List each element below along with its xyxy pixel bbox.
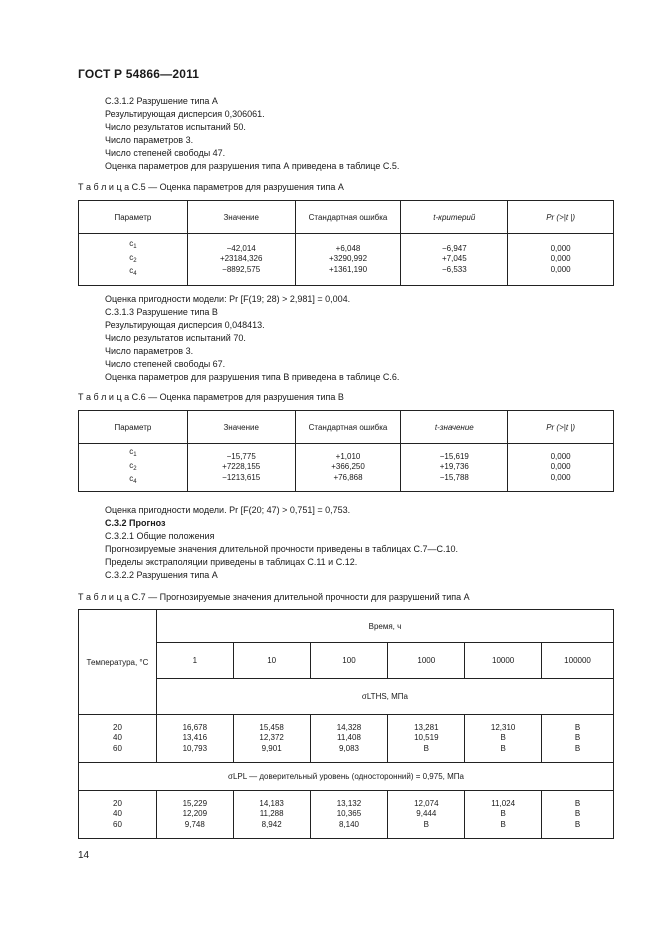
- value: 12,372: [259, 733, 284, 743]
- value: В: [500, 819, 506, 829]
- text-line: Число параметров 3.: [105, 346, 194, 356]
- table-header-row: [79, 411, 614, 444]
- header-cell: Стандартная ошибка: [295, 201, 401, 234]
- text-line: Число степеней свободы 67.: [105, 359, 226, 369]
- section-c313-heading: С.3.1.3 Разрушение типа В: [105, 307, 218, 317]
- value: +76,868: [333, 472, 363, 482]
- value: 0,000: [550, 243, 571, 253]
- t-value-cell: [401, 444, 508, 492]
- header-cell: Значение: [187, 411, 295, 444]
- table-c7-caption: Т а б л и ц а С.7 — Прогнозируемые значения длительной прочности для разрушений типа А: [78, 592, 470, 602]
- value: 15,458: [259, 722, 284, 732]
- value: В: [574, 722, 581, 732]
- text-line: Оценка пригодности модели: Pr [F(19; 28) > 2,981] = 0,004.: [105, 294, 351, 304]
- lths-cell: [465, 715, 542, 763]
- value: 0,000: [550, 451, 571, 461]
- table-row: [79, 234, 614, 286]
- value: −8892,575: [222, 264, 261, 274]
- value: В: [574, 809, 581, 819]
- value: 10,793: [182, 743, 208, 753]
- value: 0,000: [550, 462, 571, 472]
- lpl-cell: [233, 791, 310, 839]
- lpl-cell: [156, 791, 233, 839]
- value: +6,048: [335, 243, 361, 253]
- time-cell: 10000: [465, 643, 542, 679]
- value: В: [500, 809, 506, 819]
- table-row: [79, 444, 614, 492]
- table-c6: [78, 410, 614, 492]
- text-line: С.3.2.1 Общие положения: [105, 531, 215, 541]
- param-c1: $c_1$: [129, 447, 137, 459]
- value: 12,310: [490, 722, 516, 732]
- section-c313: [105, 293, 399, 384]
- value: 8,140: [338, 819, 359, 829]
- temp-header: Температура, °С: [79, 610, 157, 715]
- value: 9,083: [338, 743, 359, 753]
- value: 11,408: [337, 733, 361, 743]
- value: 9,444: [416, 809, 437, 819]
- time-cell: 100000: [542, 643, 614, 679]
- lpl-cell: [465, 791, 542, 839]
- value: 0,000: [550, 472, 571, 482]
- param-c2: $c_2$: [129, 252, 137, 264]
- time-row: [79, 643, 614, 679]
- time-cell: 10: [233, 643, 310, 679]
- value: В: [500, 743, 506, 753]
- table-c5-caption: Т а б л и ц а С.5 — Оценка параметров для разрушения типа А: [78, 182, 344, 192]
- text-line: Пределы экстраполяции приведены в таблицах С.11 и С.12.: [105, 557, 358, 567]
- param-c1: $c_1$: [129, 239, 137, 251]
- section-c312-heading: С.3.1.2 Разрушение типа А: [105, 96, 218, 106]
- table-c6-caption: Т а б л и ц а С.6 — Оценка параметров для разрушения типа В: [78, 392, 344, 402]
- lpl-cell: [388, 791, 465, 839]
- text-line: Результирующая дисперсия 0,048413.: [105, 320, 265, 330]
- value: В: [574, 798, 581, 808]
- value: +23184,326: [219, 254, 263, 264]
- value: −15,619: [439, 451, 469, 461]
- value: 15,229: [182, 798, 208, 808]
- value: 20: [113, 722, 122, 732]
- temp-cell: [79, 791, 157, 839]
- time-cell: 100: [310, 643, 388, 679]
- header-cell: Pr (>|t |): [508, 201, 614, 234]
- value: +7,045: [441, 254, 467, 264]
- text-line: Оценка параметров для разрушения типа В приведена в таблице С.6.: [105, 372, 400, 382]
- header-cell: Значение: [187, 201, 295, 234]
- text-line: Число результатов испытаний 50.: [105, 122, 246, 132]
- t-value-cell: [401, 234, 508, 286]
- sigma-lths-label: σLTHS, МПа: [156, 679, 613, 715]
- text-line: Прогнозируемые значения длительной прочности приведены в таблицах С.7—С.10.: [105, 544, 459, 554]
- text-line: Оценка параметров для разрушения типа А приведена в таблице С.5.: [105, 161, 400, 171]
- value: −6,947: [441, 243, 467, 253]
- time-header: Время, ч: [156, 610, 613, 643]
- time-cell: 1000: [388, 643, 465, 679]
- table-c7: [78, 609, 614, 839]
- value: −1213,615: [222, 472, 261, 482]
- value: 40: [113, 809, 122, 819]
- value: 10,365: [336, 809, 362, 819]
- temp-cell: [79, 715, 157, 763]
- value: 0,000: [550, 254, 571, 264]
- value: 11,288: [259, 809, 284, 819]
- value: 14,328: [336, 722, 362, 732]
- value: −15,775: [226, 451, 256, 461]
- value: +366,250: [331, 462, 365, 472]
- lths-cell: [542, 715, 614, 763]
- value: 13,281: [414, 722, 439, 732]
- table-row: [79, 791, 614, 839]
- header-cell: Pr (>|t |): [508, 411, 614, 444]
- lpl-cell: [542, 791, 614, 839]
- text-line: Результирующая дисперсия 0,306061.: [105, 109, 265, 119]
- value: 40: [113, 733, 122, 743]
- param-c2: $c_2$: [129, 460, 137, 472]
- param-cell: [79, 444, 188, 492]
- value: 8,942: [261, 819, 282, 829]
- value-cell: [187, 444, 295, 492]
- header-cell: Параметр: [79, 201, 188, 234]
- section-c312: [105, 95, 399, 173]
- section-c32-heading: С.3.2 Прогноз: [105, 518, 166, 528]
- lths-cell: [156, 715, 233, 763]
- table-header-row: [79, 201, 614, 234]
- value: 10,519: [414, 733, 439, 743]
- value: +1,010: [335, 451, 361, 461]
- header-cell: Стандартная ошибка: [295, 411, 401, 444]
- value: В: [423, 743, 429, 753]
- value: В: [574, 819, 581, 829]
- std-error-cell: [295, 234, 401, 286]
- value: 60: [113, 743, 122, 753]
- value: 20: [113, 798, 122, 808]
- text-line: Оценка пригодности модели. Pr [F(20; 47) > 0,751] = 0,753.: [105, 505, 351, 515]
- value: 9,748: [184, 819, 205, 829]
- text-line: Число параметров 3.: [105, 135, 194, 145]
- table-row: [79, 715, 614, 763]
- value: 60: [113, 819, 122, 829]
- value: В: [574, 743, 581, 753]
- value: −6,533: [441, 264, 467, 274]
- value: В: [423, 819, 429, 829]
- value: 14,183: [259, 798, 284, 808]
- lpl-cell: [310, 791, 388, 839]
- table-c5: [78, 200, 614, 286]
- lths-cell: [310, 715, 388, 763]
- text-line: С.3.2.2 Разрушения типа А: [105, 570, 218, 580]
- lths-cell: [388, 715, 465, 763]
- table-header-row: [79, 610, 614, 643]
- value-cell: [187, 234, 295, 286]
- header-cell: t-значение: [401, 411, 508, 444]
- value: −42,014: [226, 243, 256, 253]
- param-c4: $c_4$: [129, 474, 137, 486]
- pr-cell: [508, 234, 614, 286]
- value: 11,024: [491, 798, 516, 808]
- value: 12,074: [414, 798, 439, 808]
- time-cell: 1: [156, 643, 233, 679]
- lths-cell: [233, 715, 310, 763]
- header-cell: Параметр: [79, 411, 188, 444]
- value: +7228,155: [222, 462, 261, 472]
- section-c32: [105, 504, 458, 582]
- value: +19,736: [439, 462, 469, 472]
- value: 0,000: [550, 264, 571, 274]
- std-error-cell: [295, 444, 401, 492]
- param-c4: $c_4$: [129, 266, 137, 278]
- value: 13,416: [182, 733, 208, 743]
- value: 13,132: [336, 798, 362, 808]
- value: 12,209: [182, 809, 208, 819]
- text-line: Число степеней свободы 47.: [105, 148, 226, 158]
- value: 16,678: [182, 722, 208, 732]
- sigma-lths-row: [79, 679, 614, 715]
- value: В: [574, 733, 581, 743]
- value: +1361,190: [328, 264, 368, 274]
- value: 9,901: [261, 743, 282, 753]
- document-header: ГОСТ Р 54866—2011: [78, 67, 200, 81]
- page-number: 14: [78, 850, 90, 861]
- pr-cell: [508, 444, 614, 492]
- param-cell: [79, 234, 188, 286]
- text-line: Число результатов испытаний 70.: [105, 333, 246, 343]
- value: В: [500, 733, 506, 743]
- value: +3290,992: [328, 254, 368, 264]
- value: −15,788: [439, 472, 469, 482]
- sigma-lpl-row: [79, 763, 614, 791]
- sigma-lpl-label: σLPL — доверительный уровень (односторонний) = 0,975, МПа: [79, 763, 614, 791]
- header-cell: t-критерий: [401, 201, 508, 234]
